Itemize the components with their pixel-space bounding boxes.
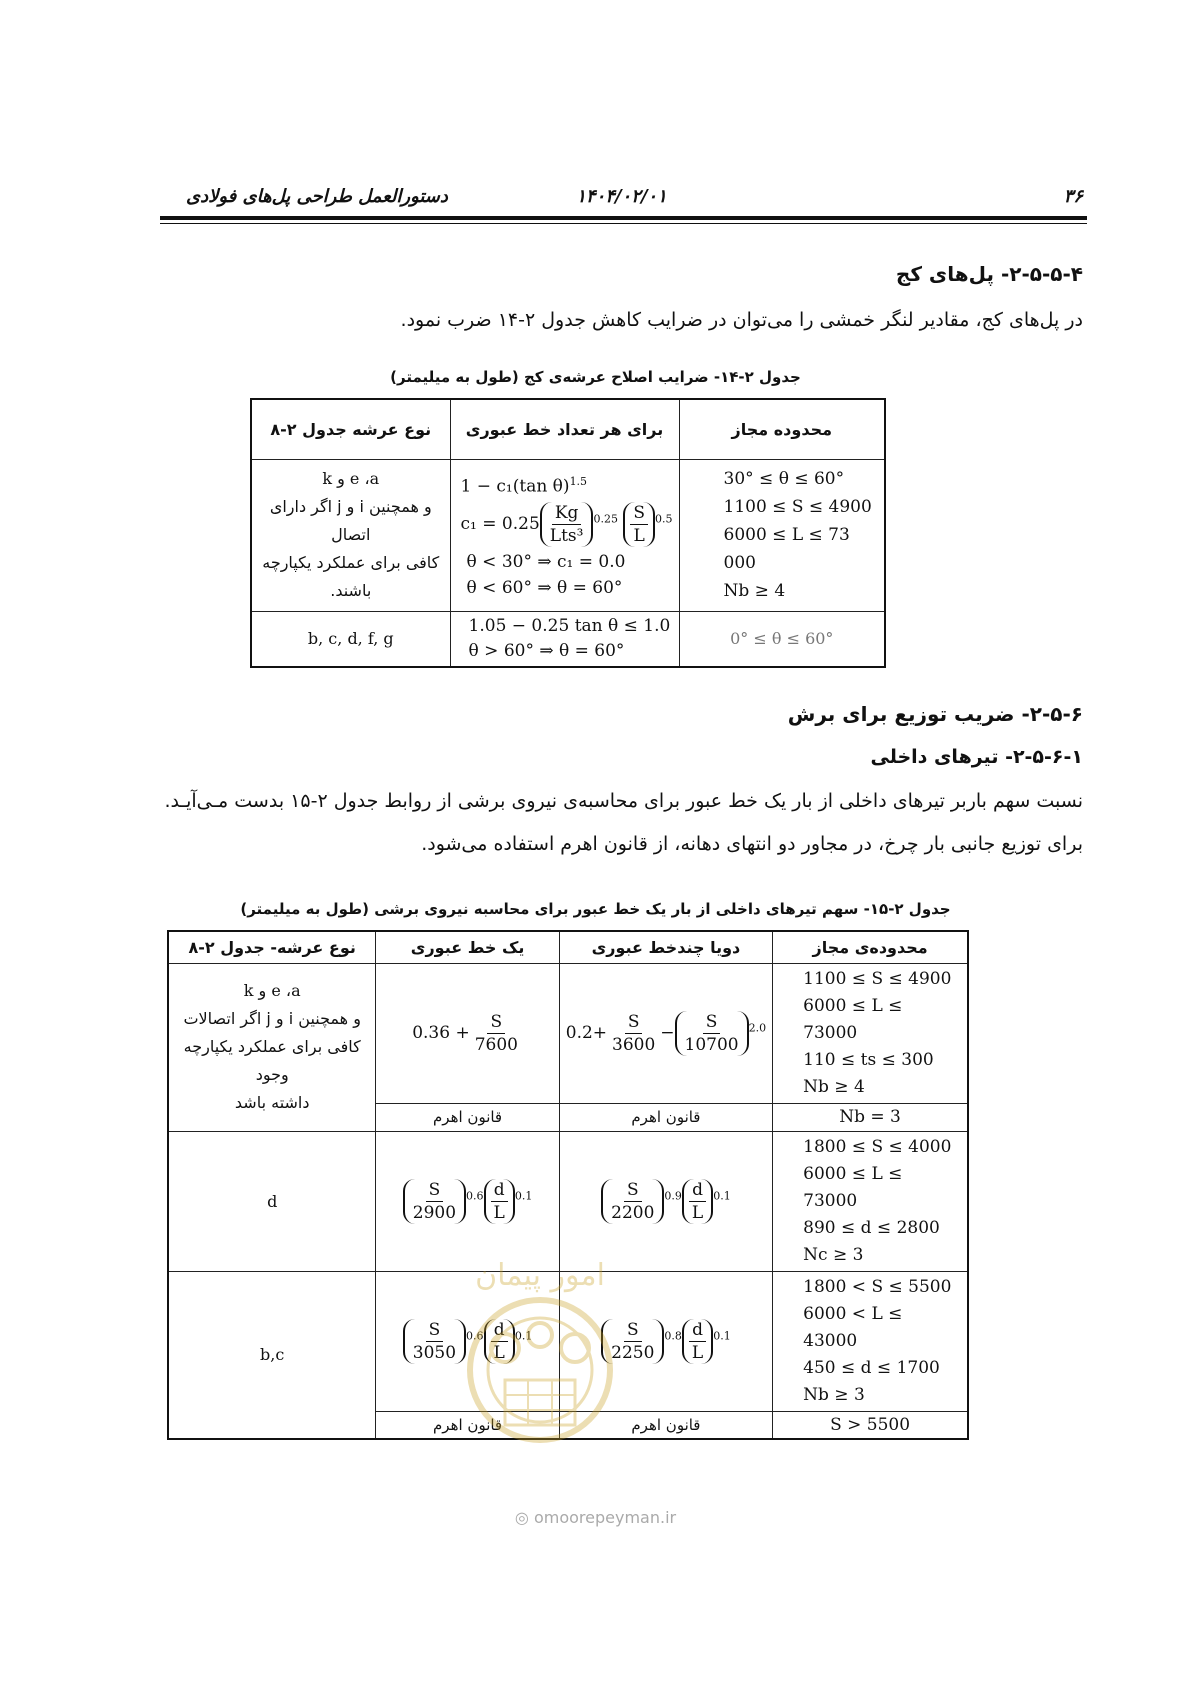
formula-exponent: 0.8: [664, 1328, 682, 1342]
table14-row1-ranges: [679, 459, 885, 611]
table14-row1-deck: [251, 459, 450, 611]
range-line: 1800 < S ≤ 5500: [803, 1276, 952, 1297]
table15-header-one: یک خط عبوری: [376, 931, 559, 963]
fraction-denominator: 2250: [611, 1342, 655, 1363]
fraction-denominator: 7600: [474, 1034, 518, 1055]
range-line: 6000 < L ≤ 43000: [803, 1303, 903, 1351]
fraction-numerator: S: [487, 1011, 505, 1034]
formula-exponent: 2.0: [748, 1020, 767, 1034]
formula-exponent: 0.6: [466, 1188, 484, 1202]
fraction-numerator: d: [689, 1319, 706, 1342]
range-line: Nb ≥ 4: [803, 1076, 865, 1097]
paragraph-skew: در پل‌های کج، مقادیر لنگر خمشی را می‌توان در ضرایب کاهش جدول ۲-۱۴ ضرب نمود.: [400, 309, 1083, 331]
condition-line: θ < 30° ⇒ c₁ = 0.0: [466, 551, 626, 572]
page-number: ۳۶: [1063, 186, 1083, 207]
paragraph-shear-1: نسبت سهم باربر تیرهای داخلی از بار یک خط عبور برای محاسبه‌ی نیروی برشی از روابط جدول ۲-۱۵ بدست مـی‌آیـد.: [164, 790, 1083, 812]
lever-rule-one-bc: قانون اهرم: [376, 1411, 559, 1439]
fraction-numerator: S: [426, 1179, 444, 1202]
fraction-denominator: 2900: [412, 1202, 457, 1223]
fraction-numerator: d: [491, 1319, 508, 1342]
table15-header-range: محدوده‌ی مجاز: [773, 931, 968, 963]
table14-header-formula: برای هر تعداد خط عبوری: [450, 399, 679, 459]
table15-rowa-ranges: [773, 963, 968, 1103]
range-line: Nb ≥ 4: [723, 581, 786, 601]
fraction-denominator: L: [493, 1202, 505, 1223]
table15-header-deck: نوع عرشه- جدول ۲-۸: [168, 931, 376, 963]
globe-icon: ◎: [514, 1508, 529, 1527]
fraction-numerator: S: [426, 1319, 444, 1342]
table14-row1-formula: [450, 459, 679, 611]
table14-header-deck: نوع عرشه جدول ۲-۸: [251, 399, 450, 459]
formula-line: θ > 60° ⇒ θ = 60°: [468, 640, 625, 661]
table-14: [250, 398, 886, 668]
section-heading-shear: ۲-۵-۶- ضریب توزیع برای برش: [787, 702, 1083, 726]
formula-line: 1.05 − 0.25 tan θ ≤ 1.0: [468, 615, 671, 636]
header-rule-thick: [160, 216, 1087, 220]
fraction-denominator: L: [691, 1342, 704, 1363]
svg-text:امور پیمان: امور پیمان: [475, 1258, 605, 1293]
formula-constant: 0.2+: [565, 1022, 608, 1043]
lever-rule-multi-bc: قانون اهرم: [559, 1411, 772, 1439]
subsection-heading-interior: ۲-۵-۶-۱- تیرهای داخلی: [870, 746, 1083, 768]
table15-caption: جدول ۲-۱۵- سهم تیرهای داخلی از بار یک خط عبور برای محاسبه نیروی برشی (طول به میلیمتر): [240, 900, 951, 918]
lever-rule-one: قانون اهرم: [376, 1103, 559, 1131]
fraction-numerator: S: [630, 502, 648, 525]
paragraph-shear-2: برای توزیع جانبی بار چرخ، در مجاور دو انتهای دهانه، از قانون اهرم استفاده می‌شود.: [421, 833, 1083, 855]
range-line: Nb ≥ 3: [803, 1384, 865, 1405]
formula-c1: c₁ = 0.25: [460, 513, 540, 534]
deck-note-line: و همچنین i و j اگر دارای اتصال: [269, 497, 432, 544]
fraction-numerator: d: [689, 1179, 706, 1202]
fraction-numerator: S: [625, 1011, 643, 1034]
formula-exponent: 0.9: [664, 1188, 682, 1202]
range-line: 1100 ≤ S ≤ 4900: [723, 497, 872, 517]
deck-note-line: کافی برای عملکرد یکپارچه وجود: [183, 1037, 361, 1084]
fraction-denominator: 3600: [612, 1034, 656, 1055]
table15-rowa-multi: [559, 963, 772, 1103]
deck-types: k و e ،a: [243, 981, 301, 1000]
fraction-numerator: Kg: [552, 502, 582, 525]
table15-rowbc-ranges: [773, 1271, 968, 1411]
fraction-numerator: d: [491, 1179, 508, 1202]
document-date: ۱۴۰۴/۰۲/۰۱: [576, 186, 667, 207]
table14-caption: جدول ۲-۱۴- ضرایب اصلاح عرشه‌ی کج (طول به میلیمتر): [390, 368, 801, 386]
document-title: دستورالعمل طراحی پل‌های فولادی: [186, 186, 448, 207]
deck-types: k و e ،a: [322, 469, 380, 488]
fraction-denominator: 2200: [611, 1202, 655, 1223]
table14-row2-formula: [450, 611, 679, 667]
fraction-denominator: L: [691, 1202, 704, 1223]
formula-exponent: 1.5: [569, 475, 588, 489]
range-line: 1100 ≤ S ≤ 4900: [803, 968, 952, 989]
formula-exponent: 0.5: [655, 512, 673, 526]
table15-rowd-deck: d: [168, 1131, 376, 1271]
deck-note-line: باشند.: [330, 581, 372, 600]
range-line: 890 ≤ d ≤ 2800: [803, 1217, 940, 1238]
watermark-site-text: omoorepeyman.ir: [533, 1508, 677, 1527]
formula-skew: 1 − c₁(tan θ): [460, 476, 570, 497]
range-line: 30° ≤ θ ≤ 60°: [723, 469, 845, 489]
formula-exponent: 0.6: [466, 1328, 484, 1342]
formula-exponent: 0.1: [514, 1188, 533, 1202]
formula-operator: −: [660, 1022, 675, 1043]
table14-header-range: محدوده مجاز: [679, 399, 885, 459]
table15-rowa-nb3: Nb = 3: [773, 1103, 968, 1131]
formula-exponent: 0.1: [514, 1328, 533, 1342]
fraction-denominator: L: [633, 525, 645, 546]
section-heading-skew: ۲-۵-۵-۴- پل‌های کج: [895, 262, 1083, 286]
table15-rowbc-deck: b,c: [168, 1271, 376, 1439]
table15-rowa-deck: [168, 963, 376, 1131]
formula-exponent: 0.25: [593, 512, 618, 526]
fraction-denominator: 10700: [684, 1034, 739, 1055]
deck-note-line: و همچنین i و j اگر اتصالات: [183, 1009, 361, 1028]
fraction-denominator: Lts³: [549, 525, 584, 546]
range-line: 110 ≤ ts ≤ 300: [803, 1049, 934, 1070]
lever-rule-multi: قانون اهرم: [559, 1103, 772, 1131]
header-rule-thin: [160, 223, 1087, 224]
formula-constant: 0.36 +: [412, 1022, 470, 1043]
watermark-site: [0, 1508, 1191, 1527]
watermark-logo-icon: [455, 1230, 625, 1460]
deck-note-line: کافی برای عملکرد یکپارچه: [262, 553, 440, 572]
range-line: Nc ≥ 3: [803, 1244, 864, 1265]
formula-exponent: 0.1: [713, 1188, 731, 1202]
formula-exponent: 0.1: [713, 1328, 731, 1342]
range-line: 6000 ≤ L ≤ 73000: [803, 1163, 903, 1211]
range-line: 450 ≤ d ≤ 1700: [803, 1357, 940, 1378]
table14-row2-deck: b, c, d, f, g: [251, 611, 450, 667]
table15-header-multi: دویا چندخط عبوری: [559, 931, 772, 963]
deck-note-line: داشته باشد: [234, 1093, 310, 1112]
fraction-numerator: S: [624, 1179, 642, 1202]
table15-rowbc-last: S > 5500: [773, 1411, 968, 1439]
fraction-numerator: S: [624, 1319, 642, 1342]
fraction-denominator: L: [493, 1342, 505, 1363]
fraction-denominator: 3050: [412, 1342, 457, 1363]
page-header: [160, 186, 1083, 208]
condition-line: θ < 60° ⇒ θ = 60°: [466, 577, 623, 598]
table15-rowa-one: [376, 963, 559, 1103]
range-line: 1800 ≤ S ≤ 4000: [803, 1136, 952, 1157]
fraction-numerator: S: [703, 1011, 721, 1034]
table14-row2-range: 0° ≤ θ ≤ 60°: [679, 611, 885, 667]
range-line: 6000 ≤ L ≤ 73 000: [723, 525, 850, 573]
table15-rowd-ranges: [773, 1131, 968, 1271]
range-line: 6000 ≤ L ≤ 73000: [803, 995, 903, 1043]
